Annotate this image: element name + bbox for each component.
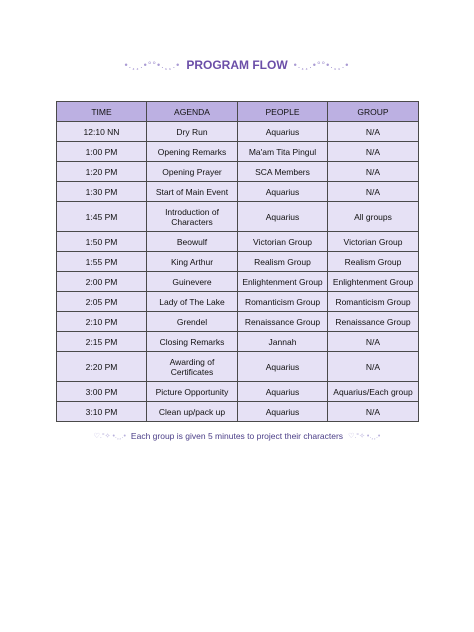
cell-group: Aquarius/Each group [328, 382, 419, 402]
table-row [57, 312, 419, 332]
program-flow-table [56, 101, 419, 422]
cell-time: 3:10 PM [57, 402, 147, 422]
table-row [57, 122, 419, 142]
note-ornament-left: ♡.°✧ •.¸¸.• [93, 433, 126, 440]
table-row [57, 382, 419, 402]
cell-people: Aquarius [238, 122, 328, 142]
cell-people: Aquarius [238, 352, 328, 382]
cell-people: Victorian Group [238, 232, 328, 252]
table-row [57, 292, 419, 312]
cell-group: N/A [328, 122, 419, 142]
cell-agenda: Start of Main Event [147, 182, 238, 202]
cell-people: Aquarius [238, 402, 328, 422]
cell-time: 1:20 PM [57, 162, 147, 182]
cell-agenda: Opening Prayer [147, 162, 238, 182]
cell-agenda: Dry Run [147, 122, 238, 142]
cell-agenda: Beowulf [147, 232, 238, 252]
title-ornament-right: •.¸¸.•°°•.¸¸.• [293, 60, 350, 70]
cell-time: 2:00 PM [57, 272, 147, 292]
cell-time: 1:55 PM [57, 252, 147, 272]
header-people: PEOPLE [238, 102, 328, 122]
cell-time: 1:50 PM [57, 232, 147, 252]
cell-group: N/A [328, 162, 419, 182]
table-row [57, 202, 419, 232]
cell-people: Aquarius [238, 382, 328, 402]
title-ornament-left: •.¸¸.•°°•.¸¸.• [124, 60, 181, 70]
cell-time: 2:20 PM [57, 352, 147, 382]
cell-time: 2:15 PM [57, 332, 147, 352]
cell-time: 1:30 PM [57, 182, 147, 202]
cell-time: 2:05 PM [57, 292, 147, 312]
cell-time: 3:00 PM [57, 382, 147, 402]
cell-people: Renaissance Group [238, 312, 328, 332]
title-row [0, 56, 474, 74]
cell-agenda: Closing Remarks [147, 332, 238, 352]
note-ornament-right: ♡.°✧ •.¸¸.• [348, 433, 381, 440]
table-row [57, 162, 419, 182]
table-row [57, 182, 419, 202]
cell-people: Enlightenment Group [238, 272, 328, 292]
cell-group: N/A [328, 182, 419, 202]
cell-group: Romanticism Group [328, 292, 419, 312]
table-row [57, 252, 419, 272]
cell-people: Realism Group [238, 252, 328, 272]
cell-agenda: Awarding of Certificates [147, 352, 238, 382]
table-header-row [57, 102, 419, 122]
cell-people: Aquarius [238, 202, 328, 232]
header-time: TIME [57, 102, 147, 122]
cell-time: 1:00 PM [57, 142, 147, 162]
cell-agenda: King Arthur [147, 252, 238, 272]
cell-time: 2:10 PM [57, 312, 147, 332]
cell-people: Romanticism Group [238, 292, 328, 312]
cell-group: All groups [328, 202, 419, 232]
cell-group: Victorian Group [328, 232, 419, 252]
cell-group: N/A [328, 402, 419, 422]
cell-people: SCA Members [238, 162, 328, 182]
cell-people: Aquarius [238, 182, 328, 202]
cell-time: 1:45 PM [57, 202, 147, 232]
table-row [57, 272, 419, 292]
footnote-row [0, 430, 474, 442]
page-title: PROGRAM FLOW [186, 58, 288, 72]
header-agenda: AGENDA [147, 102, 238, 122]
table-row [57, 402, 419, 422]
table-row [57, 232, 419, 252]
cell-agenda: Guinevere [147, 272, 238, 292]
cell-group: N/A [328, 352, 419, 382]
table-row [57, 332, 419, 352]
header-group: GROUP [328, 102, 419, 122]
cell-group: Enlightenment Group [328, 272, 419, 292]
cell-agenda: Lady of The Lake [147, 292, 238, 312]
cell-people: Jannah [238, 332, 328, 352]
footnote-text: Each group is given 5 minutes to project their characters [130, 431, 344, 441]
cell-agenda: Picture Opportunity [147, 382, 238, 402]
table-row [57, 142, 419, 162]
cell-people: Ma'am Tita Pingul [238, 142, 328, 162]
cell-time: 12:10 NN [57, 122, 147, 142]
table-row [57, 352, 419, 382]
cell-agenda: Grendel [147, 312, 238, 332]
cell-agenda: Clean up/pack up [147, 402, 238, 422]
cell-agenda: Opening Remarks [147, 142, 238, 162]
cell-group: N/A [328, 332, 419, 352]
cell-group: Realism Group [328, 252, 419, 272]
cell-agenda: Introduction of Characters [147, 202, 238, 232]
cell-group: Renaissance Group [328, 312, 419, 332]
cell-group: N/A [328, 142, 419, 162]
